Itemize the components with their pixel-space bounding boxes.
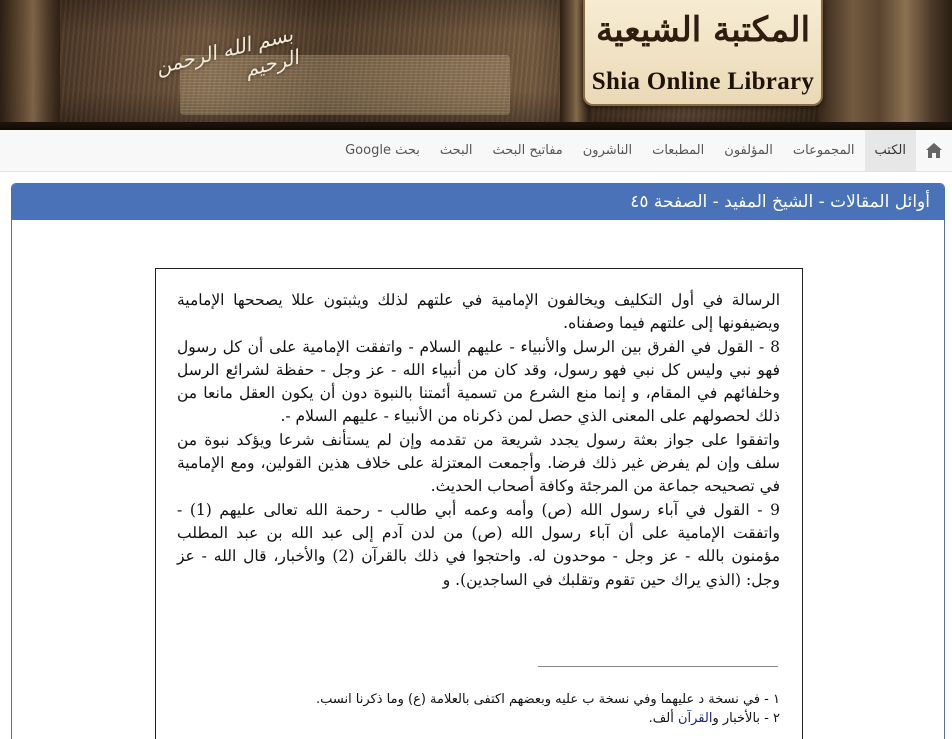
nav-item-publishers[interactable]: الناشرون <box>582 143 633 158</box>
footnote-2 <box>206 709 780 728</box>
book-text <box>177 289 780 592</box>
logo-arabic-title: المكتبة الشيعية <box>595 10 811 50</box>
book-page-content <box>155 268 803 739</box>
footnote-link[interactable]: القرآن <box>677 711 713 726</box>
nav-item-google-search[interactable]: بحث Google <box>345 143 420 158</box>
nav-item-authors[interactable]: المؤلفون <box>724 143 773 158</box>
paragraph: واتفقوا على جواز بعثة رسول يجدد شريعة من تقدمه وإن لم يستأنف شرعا ويؤكد نبوة من سلف وإن لم يفرض غير ذلك فرضا. وأجمعت المعتزلة على خلاف هذين القولين، ومع الإمامية في تصحيحه جماعة من المرجئة وكافة أصحاب الحديث. <box>177 430 780 496</box>
footnote-2-suffix: ألف. <box>648 711 678 726</box>
banner-decoration <box>0 0 60 130</box>
site-logo[interactable] <box>583 0 823 106</box>
basmala-calligraphy: بسم الله الرحمن الرحيم <box>153 21 301 82</box>
nav-item-books[interactable]: الكتب <box>865 130 916 171</box>
footnote-divider <box>538 666 778 667</box>
footnote-1: ١ - في نسخة د عليهما وفي نسخة ب عليه وبعضهم اكتفى بالعلامة (ع) وما ذكرنا انسب. <box>315 692 780 707</box>
banner-decoration <box>820 0 952 130</box>
nav-item-search[interactable]: البحث <box>439 143 473 158</box>
paragraph: 8 - القول في الفرق بين الرسل والأنبياء - عليهم السلام - واتفقت الإمامية على أن كل رسول فهو نبي وليس كل نبي فهو رسول، وقد كان من أنبياء الله - عز وجل - حفظة لشرائع الرسل وخلفائهم في المقام، و إنما منع الشرع من تسمية أئمتنا بالنبوة دون أن يكون العقل مانعا من ذلك لحصولهم على المعنى الذي حصل لمن ذكرناه من الأنبياء - عليهم السلام -. <box>177 337 780 426</box>
nav-item-printers[interactable]: المطبعات <box>652 143 705 158</box>
banner-bottom-rule <box>0 122 952 130</box>
nav-list <box>335 130 952 171</box>
page-title: أوائل المقالات - الشيخ المفيد - الصفحة ٤٥ <box>12 184 944 220</box>
footnote-2-prefix: ٢ - بالأخبار و <box>712 711 780 726</box>
main-navbar <box>0 130 952 172</box>
nav-item-collections[interactable]: المجموعات <box>792 143 855 158</box>
paragraph: الرسالة في أول التكليف ويخالفون الإمامية في علتهم لذلك ويثبتون عللا يصححها الإمامية ويضيفونها إلى علتهم فيما وصفناه. <box>177 291 780 333</box>
paragraph: 9 - القول في آباء رسول الله (ص) وأمه وعمه أبي طالب - رحمة الله تعالى عليهم (1) - واتفقت الإمامية على أن آباء رسول الله (ص) من لدن آدم إلى عبد الله بن عبد المطلب مؤمنون بالله - عز وجل - موحدون له. واحتجوا في ذلك بالقرآن (2) والأخبار، قال الله - عز وجل: (الذي يراك حين تقوم وتقلبك في الساجدين). و <box>177 500 781 589</box>
nav-home-button[interactable] <box>916 130 952 171</box>
site-banner <box>0 0 952 130</box>
nav-item-search-keys[interactable]: مفاتيح البحث <box>492 143 563 158</box>
home-icon <box>926 143 942 158</box>
book-page-panel <box>11 183 945 739</box>
logo-english-title: Shia Online Library <box>591 68 815 95</box>
footnotes <box>206 690 780 728</box>
